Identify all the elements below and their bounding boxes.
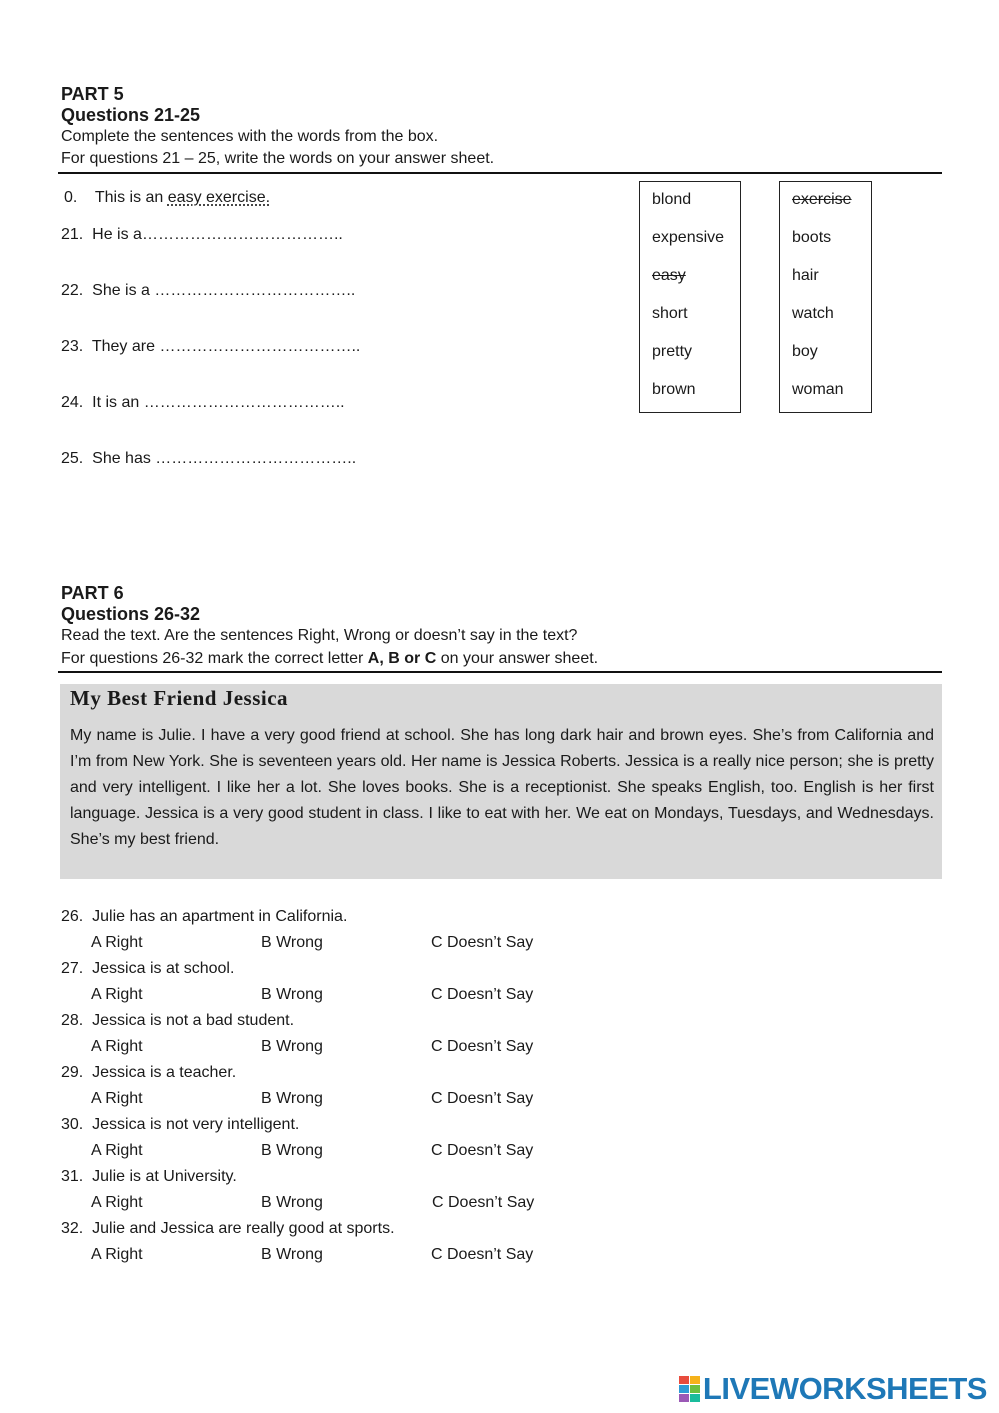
question-text: Jessica is a teacher.	[92, 1064, 237, 1081]
option-31-c[interactable]: C Doesn’t Say	[432, 1194, 535, 1211]
option-32-c[interactable]: C Doesn’t Say	[431, 1246, 534, 1263]
question-number: 24.	[61, 394, 84, 411]
part6-divider	[58, 671, 942, 673]
word-expensive: expensive	[652, 229, 725, 246]
option-27-c[interactable]: C Doesn’t Say	[431, 986, 534, 1003]
instruction-part: on your answer sheet.	[436, 650, 599, 667]
question-text: She is a ………………………………..	[92, 282, 356, 299]
word-short: short	[652, 305, 688, 322]
option-29-a[interactable]: A Right	[91, 1090, 143, 1107]
part6-questions: Questions 26-32	[61, 604, 201, 624]
option-27-a[interactable]: A Right	[91, 986, 143, 1003]
example-answer: easy exercise.	[167, 189, 271, 206]
question-text: Jessica is not very intelligent.	[92, 1116, 300, 1133]
word-woman: woman	[792, 381, 844, 398]
question-number: 31.	[61, 1168, 84, 1185]
question-26	[61, 907, 347, 927]
word-boy: boy	[792, 343, 818, 360]
liveworksheets-logo	[679, 1373, 987, 1405]
question-text: Julie is at University.	[92, 1168, 237, 1185]
question-21[interactable]	[61, 225, 343, 245]
part6-title: PART 6	[61, 583, 124, 603]
example-prefix: This is an	[94, 189, 168, 206]
reading-title: My Best Friend Jessica	[70, 686, 289, 710]
part6-instruction-1: Read the text. Are the sentences Right, Wrong or doesn’t say in the text?	[61, 627, 578, 644]
reading-passage-box	[60, 684, 942, 879]
question-number: 22.	[61, 282, 84, 299]
question-number: 23.	[61, 338, 84, 355]
option-30-c[interactable]: C Doesn’t Say	[431, 1142, 534, 1159]
word-brown: brown	[652, 381, 696, 398]
question-27	[61, 959, 234, 979]
question-text: Jessica is not a bad student.	[92, 1012, 295, 1029]
question-28	[61, 1011, 294, 1031]
question-number: 32.	[61, 1220, 84, 1237]
example-number: 0.	[64, 189, 78, 206]
question-text: Jessica is at school.	[92, 960, 235, 977]
part5-questions: Questions 21-25	[61, 105, 201, 125]
option-30-a[interactable]: A Right	[91, 1142, 143, 1159]
question-number: 21.	[61, 226, 84, 243]
logo-blocks-icon	[679, 1376, 701, 1402]
word-blond: blond	[652, 191, 692, 208]
logo-text: LIVEWORKSHEETS	[702, 1371, 987, 1406]
question-30	[61, 1115, 299, 1135]
part5-divider	[58, 172, 942, 174]
question-23[interactable]	[61, 337, 360, 357]
instruction-part: For questions 26-32 mark the correct letter	[61, 650, 368, 667]
part5-instruction-2: For questions 21 – 25, write the words on your answer sheet.	[61, 150, 495, 167]
question-31	[61, 1167, 237, 1187]
option-30-b[interactable]: B Wrong	[261, 1142, 323, 1159]
question-29	[61, 1063, 236, 1083]
option-28-c[interactable]: C Doesn’t Say	[431, 1038, 534, 1055]
option-26-a[interactable]: A Right	[91, 934, 143, 951]
option-32-a[interactable]: A Right	[91, 1246, 143, 1263]
question-text: Julie and Jessica are really good at sports.	[92, 1220, 395, 1237]
question-number: 29.	[61, 1064, 84, 1081]
part5-title: PART 5	[61, 84, 124, 104]
instruction-letters: A, B or C	[367, 650, 437, 667]
question-text: She has ………………………………..	[92, 450, 357, 467]
question-25[interactable]	[61, 449, 356, 469]
option-31-a[interactable]: A Right	[91, 1194, 143, 1211]
question-text: They are ………………………………..	[91, 338, 361, 355]
option-26-b[interactable]: B Wrong	[261, 934, 323, 951]
option-28-a[interactable]: A Right	[91, 1038, 143, 1055]
word-pretty: pretty	[652, 343, 693, 360]
word-exercise: exercise	[792, 191, 852, 208]
option-31-b[interactable]: B Wrong	[261, 1194, 323, 1211]
option-28-b[interactable]: B Wrong	[261, 1038, 323, 1055]
question-number: 30.	[61, 1116, 84, 1133]
option-26-c[interactable]: C Doesn’t Say	[431, 934, 534, 951]
word-boots: boots	[792, 229, 832, 246]
word-box-nouns	[779, 181, 872, 413]
question-number: 28.	[61, 1012, 84, 1029]
part5-instruction-1: Complete the sentences with the words from the box.	[61, 128, 439, 145]
word-hair: hair	[792, 267, 819, 284]
reading-text: My name is Julie. I have a very good friend at school. She has long dark hair and brown eyes. She’s from California and I’m from New York. She is seventeen years old. Her name is Jessica Roberts. Jessica is a really nice person; she is pretty and very intelligent. I like her a lot. She loves books. She is a receptionist. She speaks English, too. English is her first language. Jessica is a very good student in class. I like to eat with her. We eat on Mondays, Tuesdays, and Wednesdays. She’s my best friend.	[70, 727, 934, 848]
question-text: It is an ………………………………..	[92, 394, 345, 411]
question-22[interactable]	[61, 281, 355, 301]
option-27-b[interactable]: B Wrong	[261, 986, 323, 1003]
option-29-b[interactable]: B Wrong	[261, 1090, 323, 1107]
question-number: 25.	[61, 450, 84, 467]
option-32-b[interactable]: B Wrong	[261, 1246, 323, 1263]
question-number: 26.	[61, 908, 84, 925]
word-watch: watch	[792, 305, 834, 322]
question-number: 27.	[61, 960, 84, 977]
option-29-c[interactable]: C Doesn’t Say	[431, 1090, 534, 1107]
question-32	[61, 1219, 395, 1239]
question-text: Julie has an apartment in California.	[92, 908, 348, 925]
part6-instruction-2	[61, 648, 598, 670]
example-sentence	[64, 188, 270, 208]
question-24[interactable]	[61, 393, 345, 413]
question-text: He is a………………………………..	[92, 226, 343, 243]
word-easy: easy	[652, 267, 686, 284]
word-box-adjectives	[639, 181, 741, 413]
